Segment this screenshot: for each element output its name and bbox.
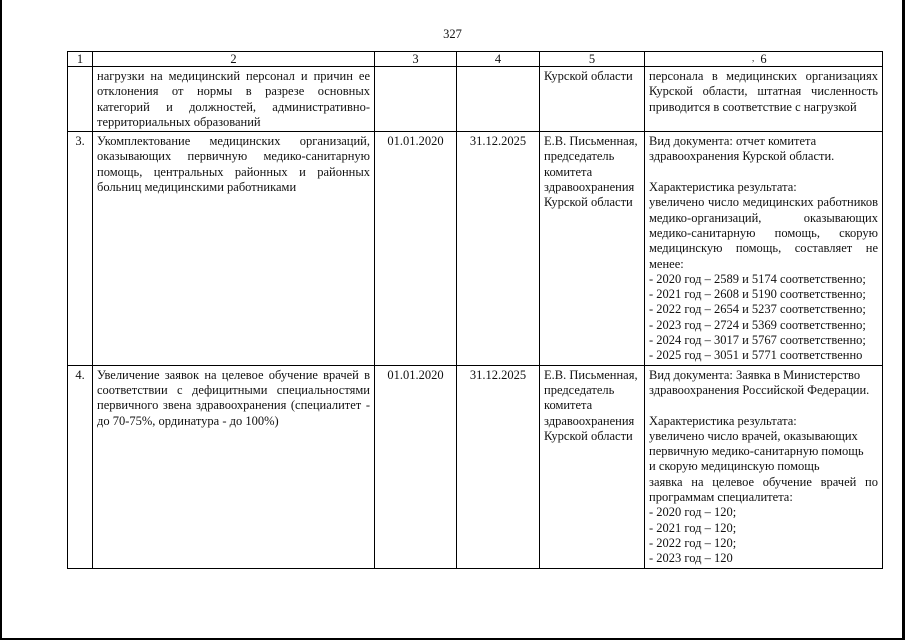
header-cell-1: 1 (68, 52, 93, 67)
document-type: Вид документа: отчет комитета здравоохранения Курской области. (649, 134, 835, 164)
result-item: - 2020 год – 2589 и 5174 соответственно; (649, 271, 866, 286)
header-row (68, 52, 883, 67)
continuation-row (68, 67, 883, 132)
responsible-person (540, 132, 645, 365)
responsible-line: здравоохранения (544, 413, 635, 428)
responsible-line: Курской области (544, 195, 633, 210)
result-item: - 2023 год – 2724 и 5369 соответственно; (649, 317, 866, 332)
activity-text: Увеличение заявок на целевое обучение врачей в соответствии с дефицитными специальностями первичного звена здравоохранения (специалитет - до 70-75%, ординатура - до 100%) (93, 365, 375, 568)
result-title: Характеристика результата: (649, 180, 797, 195)
document-type: Вид документа: Заявка в Министерство здравоохранения Российской Федерации. (649, 367, 870, 397)
activity-text: Укомплектование медицинских организаций, оказывающих первичную медико-санитарную помощь, центральных районных и районных больниц медицинскими работниками (93, 132, 375, 365)
result-item: - 2021 год – 2608 и 5190 соответственно; (649, 287, 866, 302)
row-number: 4. (68, 365, 93, 568)
result-item: - 2021 год – 120; (649, 520, 737, 535)
result-description (645, 365, 883, 568)
responsible-line: Е.В. Письменная, (544, 367, 638, 382)
responsible-line: Е.В. Письменная, (544, 134, 638, 149)
responsible-line: Курской области (544, 428, 633, 443)
responsible-line: комитета (544, 164, 593, 179)
end-date: 31.12.2025 (457, 365, 540, 568)
result-description (645, 132, 883, 365)
end-date: 31.12.2025 (457, 132, 540, 365)
action-plan-table (67, 51, 883, 569)
header-cell-6: 6 (645, 52, 883, 67)
result-title: Характеристика результата: (649, 413, 797, 428)
cell-result: персонала в медицинских организациях Курской области, штатная численность приводится в соответствие с нагрузкой (645, 67, 883, 132)
table-row-4 (68, 365, 883, 568)
result-item: - 2023 год – 120 (649, 551, 733, 566)
cell-responsible: Курской области (540, 67, 645, 132)
result-item: - 2022 год – 120; (649, 535, 737, 550)
result-line: и скорую медицинскую помощь (649, 459, 820, 474)
result-item: - 2020 год – 120; (649, 505, 737, 520)
table-row-3 (68, 132, 883, 365)
cell-num (68, 67, 93, 132)
responsible-line: здравоохранения (544, 180, 635, 195)
header-cell-5: 5 (540, 52, 645, 67)
start-date: 01.01.2020 (375, 132, 457, 365)
result-text: увеличено число медицинских работников медико-организаций, оказывающих медико-санитарную помощь, скорую медицинскую помощь, составляет не менее: (649, 195, 878, 271)
result-text: заявка на целевое обучение врачей по программам специалитета: (649, 474, 878, 505)
start-date: 01.01.2020 (375, 365, 457, 568)
responsible-person (540, 365, 645, 568)
result-line: первичную медико-санитарную помощь (649, 444, 864, 459)
header-cell-3: 3 (375, 52, 457, 67)
cell-start (375, 67, 457, 132)
row-number: 3. (68, 132, 93, 365)
result-item: - 2022 год – 2654 и 5237 соответственно; (649, 302, 866, 317)
responsible-line: председатель (544, 149, 615, 164)
cell-activity: нагрузки на медицинский персонал и причин ее отклонения от нормы в разрезе основных категорий и должностей, административно-территориальных образований (93, 67, 375, 132)
page-number: 327 (443, 27, 462, 41)
result-item: - 2025 год – 3051 и 5771 соответственно (649, 348, 863, 363)
scan-speck: , (752, 53, 755, 63)
header-cell-4: 4 (457, 52, 540, 67)
scan-border-left (0, 0, 2, 640)
result-line: увеличено число врачей, оказывающих (649, 428, 858, 443)
responsible-line: комитета (544, 398, 593, 413)
result-item: - 2024 год – 3017 и 5767 соответственно; (649, 333, 866, 348)
responsible-line: председатель (544, 382, 615, 397)
cell-end (457, 67, 540, 132)
header-cell-2: 2 (93, 52, 375, 67)
